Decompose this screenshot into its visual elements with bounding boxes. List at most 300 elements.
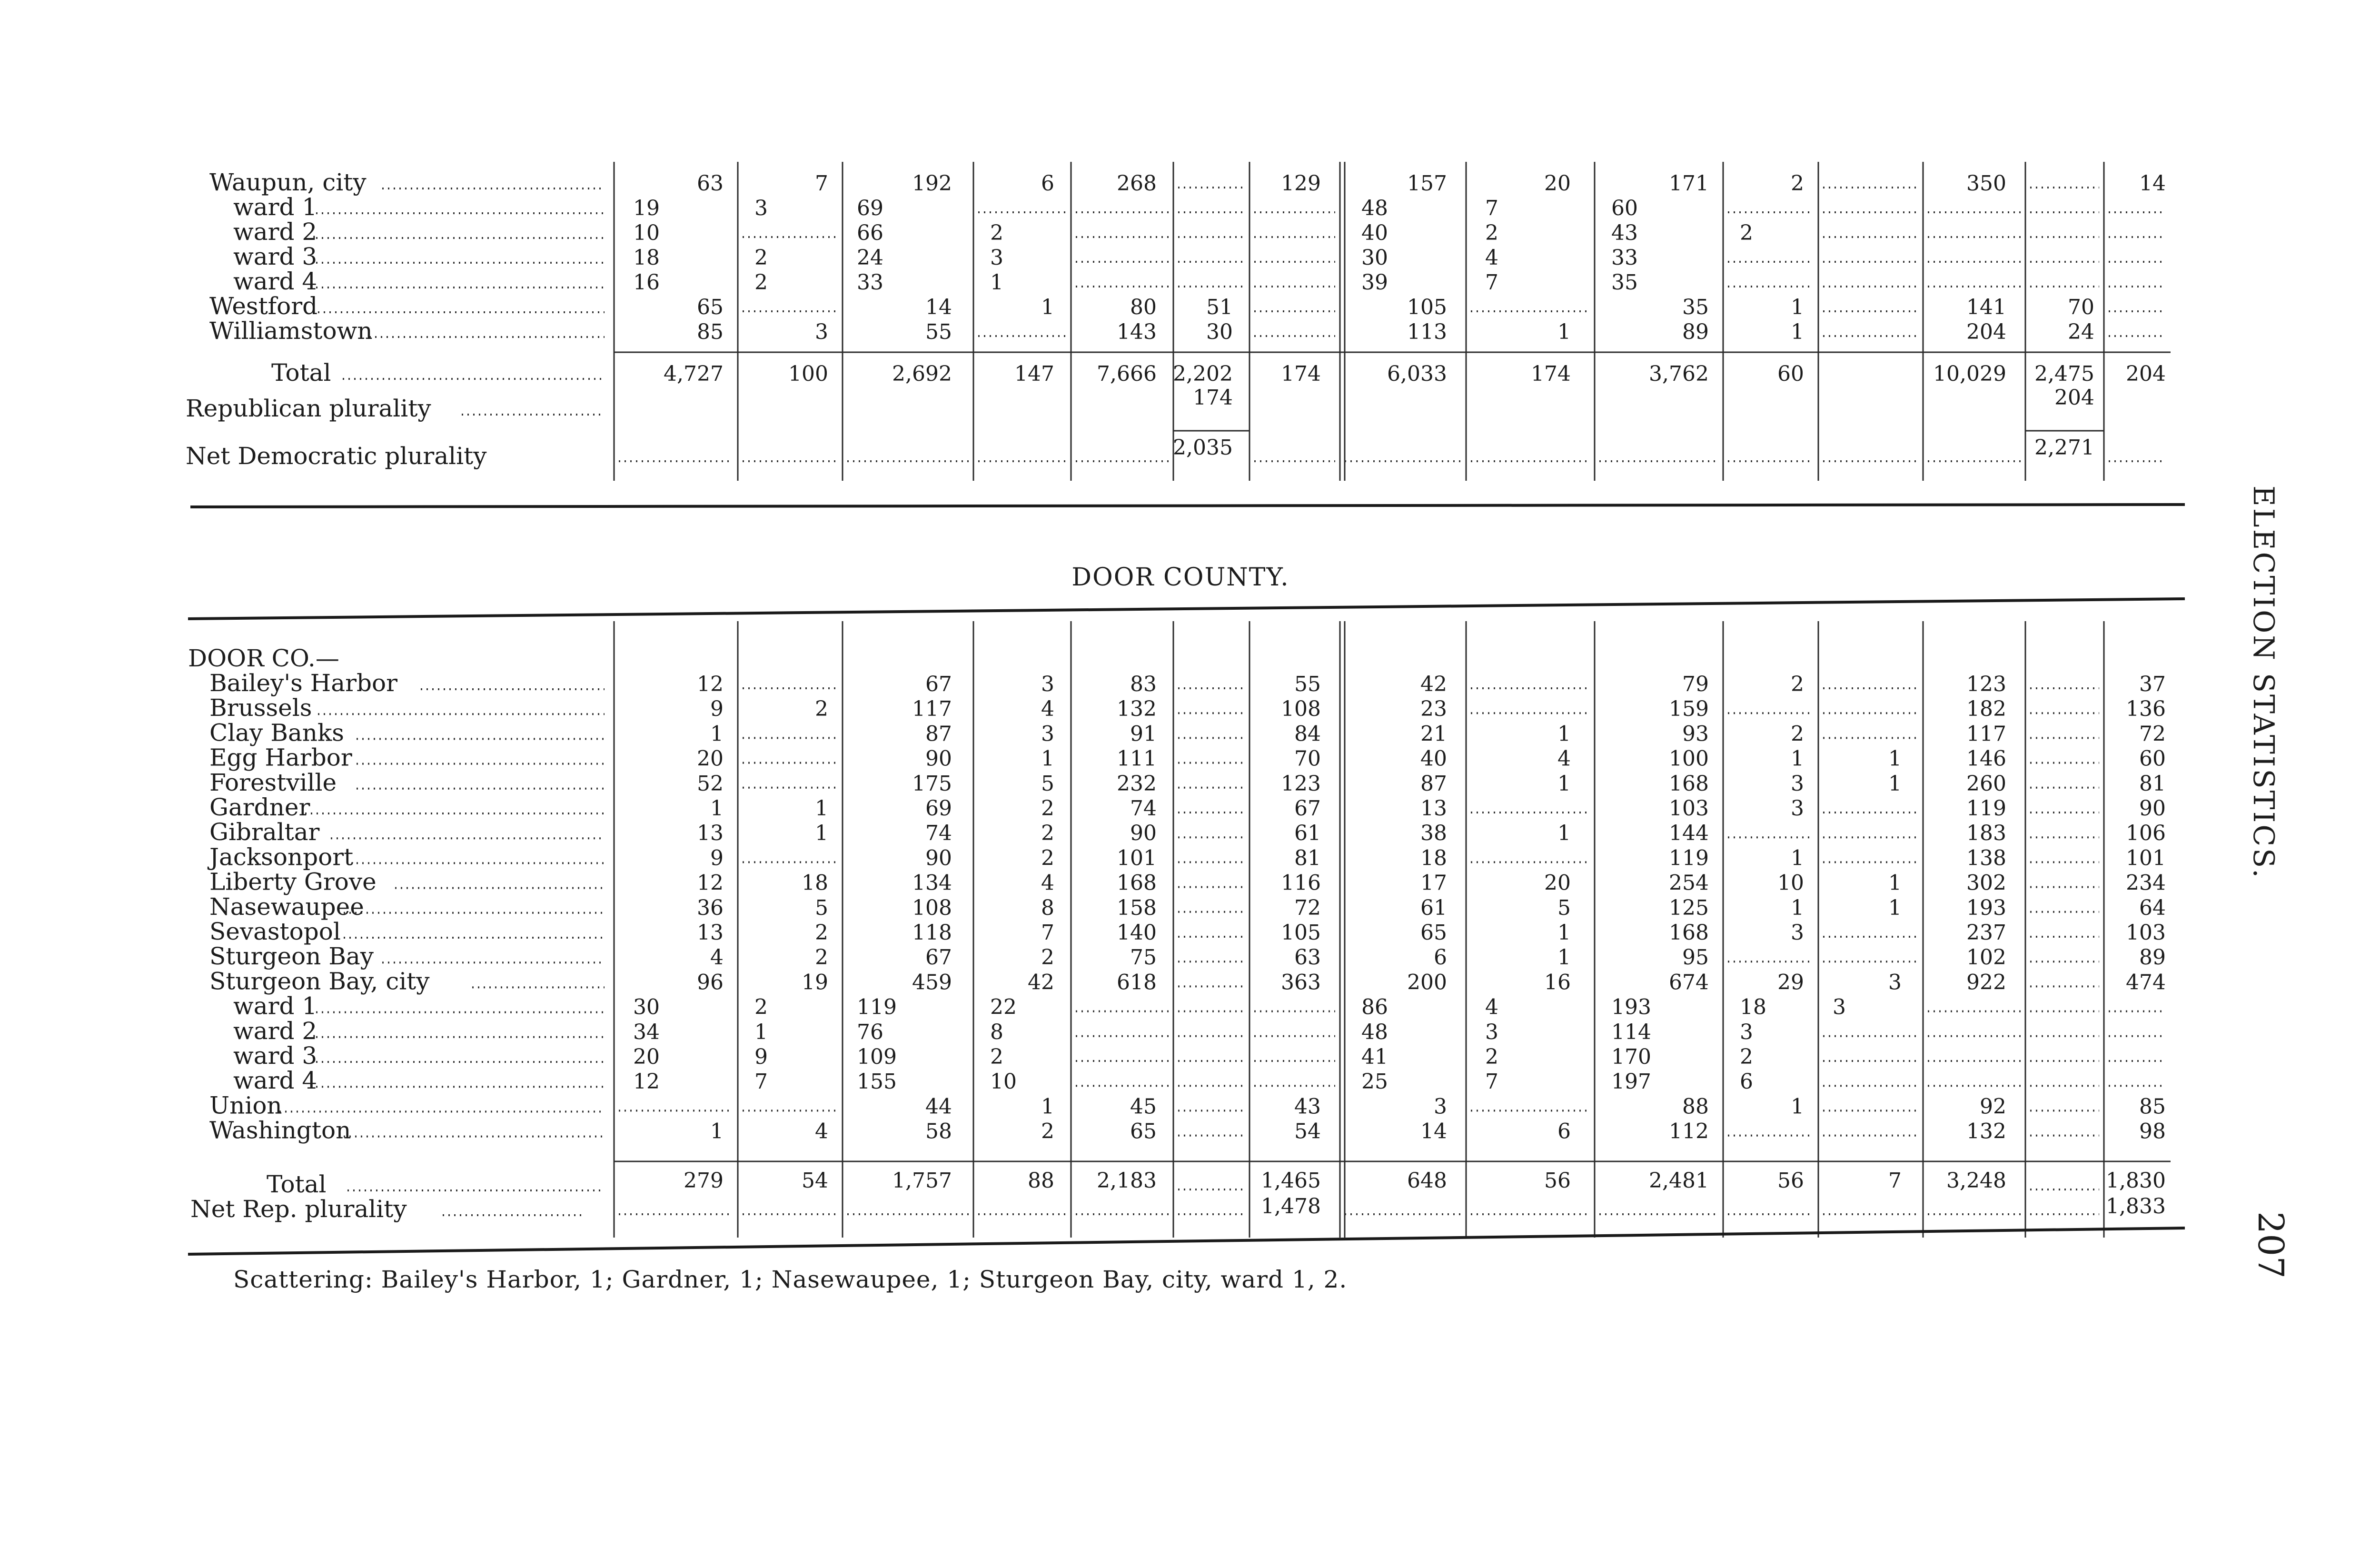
upper-cell: 268 [1117,171,1157,196]
upper-total-cell: 204 [2126,362,2166,386]
door-cell: 40 [1420,746,1447,771]
door-row-label: Brussels [209,694,312,722]
door-cell: 67 [1294,796,1321,821]
door-row-label: Forestville [209,768,337,796]
door-cell: 21 [1420,722,1447,746]
door-row-label: Gibraltar [209,818,320,846]
door-cell: 1 [815,821,828,846]
door-cell: 4 [1557,746,1571,771]
door-cell: 88 [1682,1094,1709,1119]
republican-plurality-label: Republican plurality [186,395,431,422]
door-cell: 474 [2126,970,2166,995]
upper-cell: 2 [1485,221,1498,245]
door-cell: 5 [1557,895,1571,920]
door-cell: 1 [815,796,828,821]
door-cell: 138 [1966,846,2006,871]
door-cell: 234 [2126,871,2166,895]
door-total-cell: 648 [1407,1169,1447,1193]
door-cell: 61 [1420,895,1447,920]
upper-total-cell: 7,666 [1097,362,1157,386]
door-cell: 18 [1740,995,1766,1020]
door-cell: 9 [754,1045,768,1069]
door-cell: 20 [633,1045,660,1069]
upper-cell: 192 [912,171,952,196]
door-county-heading: DOOR COUNTY. [1071,563,1289,592]
door-cell: 100 [1669,746,1709,771]
door-cell: 134 [912,871,952,895]
door-cell: 2 [1485,1045,1498,1069]
door-cell: 96 [697,970,724,995]
door-cell: 2 [815,921,828,945]
door-cell: 146 [1966,746,2006,771]
door-cell: 5 [1041,771,1054,796]
door-cell: 67 [925,945,952,970]
door-cell: 132 [1117,697,1157,722]
upper-row-label: ward 1 [233,193,317,221]
upper-cell: 2 [990,221,1003,245]
door-cell: 2 [1791,672,1804,696]
net-rep-plurality-cell: 1,833 [2106,1194,2166,1219]
door-cell: 168 [1669,771,1709,796]
door-row-label: Jacksonport [209,843,354,871]
door-cell: 5 [815,895,828,920]
upper-cell: 105 [1407,295,1447,319]
door-cell: 193 [1966,895,2006,920]
door-cell: 90 [1130,821,1157,846]
door-cell: 232 [1117,771,1157,796]
door-total-cell: 1,465 [1261,1169,1321,1193]
door-cell: 6 [1740,1070,1753,1094]
door-cell: 136 [2126,697,2166,722]
upper-cell: 20 [1544,171,1571,196]
door-row-label: ward 1 [233,992,317,1020]
upper-cell: 18 [633,246,660,270]
door-cell: 119 [1669,846,1709,871]
door-row-label: Bailey's Harbor [209,669,397,697]
door-cell: 44 [925,1094,952,1119]
upper-cell: 48 [1361,196,1388,220]
door-cell: 89 [2139,945,2166,970]
door-cell: 114 [1611,1020,1651,1044]
door-total-cell: 1,830 [2106,1169,2166,1193]
door-cell: 87 [1420,771,1447,796]
door-cell: 52 [697,771,724,796]
door-cell: 79 [1682,672,1709,696]
upper-cell: 30 [1206,320,1233,344]
door-row-label: Nasewaupee [209,892,364,921]
door-cell: 64 [2139,895,2166,920]
upper-total-cell: 10,029 [1933,362,2006,386]
door-cell: 363 [1281,970,1321,995]
upper-cell: 51 [1206,295,1233,319]
door-cell: 76 [857,1020,883,1044]
door-cell: 1 [1791,1094,1804,1119]
door-cell: 70 [1294,746,1321,771]
upper-row-label: ward 2 [233,218,317,246]
door-row-label: Sturgeon Bay, city [209,967,430,995]
door-cell: 144 [1669,821,1709,846]
upper-total-cell: 3,762 [1649,362,1709,386]
door-cell: 55 [1294,672,1321,696]
door-cell: 8 [990,1020,1003,1044]
door-cell: 106 [2126,821,2166,846]
upper-cell: 171 [1669,171,1709,196]
door-row-label: ward 3 [233,1042,317,1070]
door-cell: 18 [1420,846,1447,871]
door-cell: 4 [1041,697,1054,722]
door-row-label: ward 2 [233,1017,317,1045]
door-cell: 1 [710,722,724,746]
door-cell: 922 [1966,970,2006,995]
upper-total-extra: 204 [2054,386,2094,410]
door-cell: 123 [1281,771,1321,796]
door-cell: 23 [1420,697,1447,722]
upper-cell: 14 [925,295,952,319]
door-cell: 22 [990,995,1017,1020]
upper-cell: 69 [857,196,883,220]
upper-total-cell: 4,727 [664,362,724,386]
door-cell: 1 [1888,871,1902,895]
door-cell: 10 [1777,871,1804,895]
door-cell: 200 [1407,970,1447,995]
door-cell: 302 [1966,871,2006,895]
door-row-label: Washington [209,1116,351,1144]
door-cell: 92 [1980,1094,2006,1119]
door-total-cell: 56 [1777,1169,1804,1193]
door-cell: 74 [925,821,952,846]
door-cell: 3 [1041,672,1054,696]
door-cell: 108 [912,895,952,920]
door-cell: 37 [2139,672,2166,696]
upper-total-extra: 174 [1193,386,1233,410]
upper-cell: 1 [1557,320,1571,344]
door-cell: 2 [1041,1119,1054,1144]
door-cell: 25 [1361,1070,1388,1094]
door-cell: 260 [1966,771,2006,796]
door-cell: 4 [710,945,724,970]
door-cell: 16 [1544,970,1571,995]
door-cell: 54 [1294,1119,1321,1144]
door-cell: 81 [2139,771,2166,796]
door-cell: 18 [802,871,828,895]
door-total-cell: 3,248 [1946,1169,2006,1193]
upper-cell: 40 [1361,221,1388,245]
door-cell: 2 [1041,846,1054,871]
door-cell: 1 [1557,821,1571,846]
upper-cell: 3 [815,320,828,344]
door-row-label: Union [209,1091,282,1120]
door-cell: 67 [925,672,952,696]
door-cell: 69 [925,796,952,821]
door-cell: 65 [1130,1119,1157,1144]
door-cell: 1 [710,796,724,821]
door-cell: 1 [1791,746,1804,771]
door-cell: 119 [857,995,897,1020]
upper-total-cell: 174 [1531,362,1571,386]
door-cell: 60 [2139,746,2166,771]
door-cell: 101 [1117,846,1157,871]
door-cell: 4 [1485,995,1498,1020]
door-cell: 1 [1041,1094,1054,1119]
door-cell: 83 [1130,672,1157,696]
door-total-label: Total [267,1170,327,1198]
door-cell: 8 [1041,895,1054,920]
door-total-cell: 56 [1544,1169,1571,1193]
door-total-cell: 1,757 [892,1169,952,1193]
door-cell: 118 [912,921,952,945]
door-cell: 13 [1420,796,1447,821]
door-total-cell: 2,183 [1097,1169,1157,1193]
door-cell: 125 [1669,895,1709,920]
door-cell: 61 [1294,821,1321,846]
upper-cell: 19 [633,196,660,220]
upper-total-cell: 100 [788,362,828,386]
page-number: 207 [2250,1211,2291,1279]
door-cell: 45 [1130,1094,1157,1119]
door-cell: 3 [1041,722,1054,746]
door-cell: 119 [1966,796,2006,821]
door-cell: 170 [1611,1045,1651,1069]
door-cell: 19 [802,970,828,995]
door-cell: 103 [1669,796,1709,821]
door-cell: 72 [2139,722,2166,746]
upper-row-label: ward 3 [233,243,317,270]
door-cell: 13 [697,921,724,945]
upper-cell: 63 [697,171,724,196]
door-row-label: ward 4 [233,1067,317,1095]
door-cell: 63 [1294,945,1321,970]
door-cell: 13 [697,821,724,846]
door-row-label: Sturgeon Bay [209,942,374,971]
door-cell: 2 [815,697,828,722]
door-cell: 12 [697,871,724,895]
door-cell: 674 [1669,970,1709,995]
door-cell: 10 [990,1070,1017,1094]
door-cell: 90 [925,746,952,771]
door-cell: 183 [1966,821,2006,846]
upper-total-cell: 2,692 [892,362,952,386]
door-cell: 3 [1791,921,1804,945]
upper-cell: 43 [1611,221,1638,245]
door-cell: 72 [1294,895,1321,920]
door-cell: 7 [754,1070,768,1094]
door-row-label: Clay Banks [209,719,344,747]
upper-total-cell: 60 [1777,362,1804,386]
upper-cell: 30 [1361,246,1388,270]
door-cell: 155 [857,1070,897,1094]
door-cell: 20 [1544,871,1571,895]
upper-cell: 7 [815,171,828,196]
door-cell: 3 [1833,995,1846,1020]
door-cell: 254 [1669,871,1709,895]
door-row-label: Gardner [209,793,310,821]
door-cell: 103 [2126,921,2166,945]
net-democratic-plurality-cell: 2,035 [1173,436,1233,460]
running-head: ELECTION STATISTICS. [2247,486,2280,880]
upper-cell: 7 [1485,270,1498,295]
upper-cell: 60 [1611,196,1638,220]
upper-total-cell: 2,475 [2034,362,2094,386]
upper-cell: 4 [1485,246,1498,270]
upper-cell: 70 [2068,295,2094,319]
door-cell: 123 [1966,672,2006,696]
door-cell: 3 [1791,771,1804,796]
door-cell: 75 [1130,945,1157,970]
upper-cell: 1 [1041,295,1054,319]
door-cell: 1 [1557,921,1571,945]
door-cell: 12 [633,1070,660,1094]
upper-cell: 89 [1682,320,1709,344]
door-cell: 159 [1669,697,1709,722]
door-cell: 20 [697,746,724,771]
net-democratic-plurality-label: Net Democratic plurality [186,442,487,470]
upper-cell: 7 [1485,196,1498,220]
door-row-label: Sevastopol [209,918,341,945]
door-cell: 2 [1041,945,1054,970]
door-cell: 1 [1557,722,1571,746]
upper-cell: 24 [2068,320,2094,344]
upper-total-cell: 6,033 [1387,362,1447,386]
door-cell: 38 [1420,821,1447,846]
upper-cell: 2 [1740,221,1753,245]
upper-total-cell: 2,202 [1173,362,1233,386]
door-cell: 84 [1294,722,1321,746]
upper-cell: 65 [697,295,724,319]
door-cell: 618 [1117,970,1157,995]
upper-cell: 14 [2139,171,2166,196]
door-cell: 237 [1966,921,2006,945]
upper-cell: 55 [925,320,952,344]
upper-total-label: Total [271,359,331,386]
upper-cell: 33 [1611,246,1638,270]
upper-cell: 24 [857,246,883,270]
door-cell: 459 [912,970,952,995]
door-cell: 102 [1966,945,2006,970]
door-cell: 6 [1557,1119,1571,1144]
door-cell: 43 [1294,1094,1321,1119]
upper-cell: 3 [990,246,1003,270]
door-cell: 1 [1791,846,1804,871]
door-cell: 158 [1117,895,1157,920]
door-cell: 41 [1361,1045,1388,1069]
door-cell: 17 [1420,871,1447,895]
door-cell: 193 [1611,995,1651,1020]
door-cell: 87 [925,722,952,746]
door-cell: 14 [1420,1119,1447,1144]
upper-cell: 157 [1407,171,1447,196]
upper-cell: 85 [697,320,724,344]
footnote-scattering: Scattering: Bailey's Harbor, 1; Gardner, 1; Nasewaupee, 1; Sturgeon Bay, city, ward 1, 2. [233,1266,1348,1293]
door-cell: 168 [1117,871,1157,895]
door-cell: 58 [925,1119,952,1144]
door-cell: 34 [633,1020,660,1044]
door-cell: 3 [1434,1094,1447,1119]
table-rules [188,162,2185,1254]
upper-cell: 2 [1791,171,1804,196]
door-cell: 4 [1041,871,1054,895]
door-cell: 93 [1682,722,1709,746]
door-cell: 117 [912,697,952,722]
upper-cell: 143 [1117,320,1157,344]
door-cell: 95 [1682,945,1709,970]
upper-cell: 35 [1682,295,1709,319]
door-cell: 2 [815,945,828,970]
upper-total-cell: 147 [1014,362,1054,386]
door-total-cell: 2,481 [1649,1169,1709,1193]
upper-row-label: ward 4 [233,268,317,295]
upper-cell: 1 [990,270,1003,295]
net-rep-plurality-cell: 1,478 [1261,1194,1321,1219]
door-cell: 175 [912,771,952,796]
upper-cell: 204 [1966,320,2006,344]
door-cell: 90 [925,846,952,871]
upper-cell: 1 [1791,295,1804,319]
door-cell: 85 [2139,1094,2166,1119]
door-cell: 132 [1966,1119,2006,1144]
door-cell: 117 [1966,722,2006,746]
door-total-cell: 54 [802,1169,828,1193]
door-cell: 2 [754,995,768,1020]
door-cell: 29 [1777,970,1804,995]
door-cell: 42 [1420,672,1447,696]
door-cell: 81 [1294,846,1321,871]
door-cell: 1 [1888,771,1902,796]
upper-cell: 1 [1791,320,1804,344]
door-cell: 2 [1041,796,1054,821]
upper-cell: 141 [1966,295,2006,319]
upper-cell: 16 [633,270,660,295]
door-cell: 3 [1485,1020,1498,1044]
door-cell: 168 [1669,921,1709,945]
door-cell: 2 [1041,821,1054,846]
upper-row-label: Williamstown [209,317,373,345]
upper-cell: 2 [754,246,768,270]
upper-cell: 33 [857,270,883,295]
upper-cell: 6 [1041,171,1054,196]
door-cell: 101 [2126,846,2166,871]
door-cell: 7 [1041,921,1054,945]
door-cell: 1 [1557,945,1571,970]
upper-cell: 10 [633,221,660,245]
upper-total-cell: 174 [1281,362,1321,386]
net-democratic-plurality-cell: 2,271 [2034,436,2094,460]
door-cell: 7 [1485,1070,1498,1094]
upper-row-label: Westford [209,292,318,320]
door-cell: 109 [857,1045,897,1069]
door-cell: 111 [1117,746,1157,771]
door-row-label: Egg Harbor [209,743,352,772]
door-cell: 42 [1028,970,1054,995]
door-total-cell: 7 [1888,1169,1902,1193]
door-cell: 108 [1281,697,1321,722]
door-cell: 98 [2139,1119,2166,1144]
upper-cell: 2 [754,270,768,295]
door-cell: 197 [1611,1070,1651,1094]
door-row-label: Liberty Grove [209,868,377,896]
door-cell: 1 [1888,895,1902,920]
upper-cell: 80 [1130,295,1157,319]
upper-cell: 129 [1281,171,1321,196]
door-cell: 36 [697,895,724,920]
door-total-cell: 279 [684,1169,724,1193]
door-cell: 9 [710,697,724,722]
door-cell: 1 [1557,771,1571,796]
upper-cell: 66 [857,221,883,245]
door-cell: 1 [1888,746,1902,771]
door-cell: 3 [1791,796,1804,821]
upper-cell: 39 [1361,270,1388,295]
door-cell: 90 [2139,796,2166,821]
